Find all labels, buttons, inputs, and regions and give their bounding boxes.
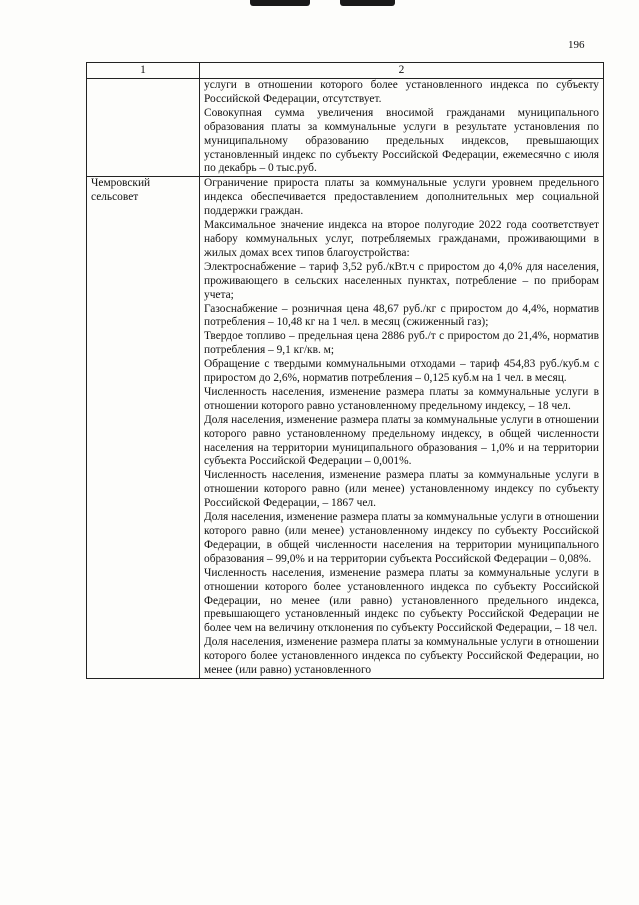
- table-row: [87, 177, 604, 679]
- paragraph: Численность населения, изменение размера платы за коммунальные услуги в отношении которого более установленного индекса по субъекту Российской Федерации, но менее (или равно) установленного предельного индекса, превышающего установленный индекс по субъекту Российской Федерации не более чем на величину отклонения по субъекту Российской Федерации, – 18 чел.: [204, 566, 599, 635]
- paragraph: Ограничение прироста платы за коммунальные услуги уровнем предельного индекса обеспечивается предоставлением дополнительных мер социальной поддержки граждан.: [204, 177, 599, 218]
- column-header-2: 2: [200, 63, 604, 79]
- page-number: 196: [568, 39, 585, 51]
- table-row: [87, 79, 604, 177]
- paragraph: Твердое топливо – предельная цена 2886 руб./т с приростом до 21,4%, норматив потребления – 9,1 кг/кв. м;: [204, 330, 599, 357]
- paragraph: Численность населения, изменение размера платы за коммунальные услуги в отношении которого равно установленному предельному индексу, – 18 чел.: [204, 385, 599, 412]
- paragraph: Численность населения, изменение размера платы за коммунальные услуги в отношении которого равно (или менее) установленному индексу по субъекту Российской Федерации, – 1867 чел.: [204, 469, 599, 510]
- paragraph: Максимальное значение индекса на второе полугодие 2022 года соответствует набору коммунальных услуг, потребляемых гражданами, проживающими в жилых домах всех типов благоустройства:: [204, 219, 599, 259]
- paragraph: Доля населения, изменение размера платы за коммунальные услуги в отношении которого равно установленному предельному индексу, в общей численности населения на территории муниципального образования – 1,0% и на территории субъекта Российской Федерации – 0,001%.: [204, 413, 599, 468]
- description-cell: [200, 79, 604, 177]
- paragraph: Электроснабжение – тариф 3,52 руб./кВт.ч с приростом до 4,0% для населения, проживающего в сельских населенных пунктах, потребление – по приборам учета;: [204, 260, 599, 301]
- document-table: [86, 62, 604, 679]
- table-header-row: [87, 63, 604, 79]
- municipality-cell: [87, 79, 200, 177]
- paragraph: Обращение с твердыми коммунальными отходами – тариф 454,83 руб./куб.м с приростом до 2,6%, норматив потребления – 0,125 куб.м на 1 чел. в месяц.: [204, 358, 599, 385]
- scan-artifact-left: [250, 0, 310, 6]
- description-cell: [200, 177, 604, 679]
- paragraph: Доля населения, изменение размера платы за коммунальные услуги в отношении которого равно (или менее) установленному индексу по субъекту Российской Федерации, в общей численности населения на территории муниципального образования – 99,0% и на территории субъекта Российской Федерации – 0,08%.: [204, 511, 599, 565]
- column-header-1: 1: [87, 63, 200, 79]
- paragraph: Доля населения, изменение размера платы за коммунальные услуги в отношении которого более установленного индекса по субъекту Российской Федерации, но менее (или равно) установленного: [204, 636, 599, 677]
- paragraph: услуги в отношении которого более установленного индекса по субъекту Российской Федерации, отсутствует.: [204, 79, 599, 105]
- paragraph: Газоснабжение – розничная цена 48,67 руб./кг с приростом до 4,4%, норматив потребления – 10,48 кг на 1 чел. в месяц (сжиженный газ);: [204, 302, 599, 329]
- scan-artifact-right: [340, 0, 395, 6]
- paragraph: Совокупная сумма увеличения вносимой гражданами муниципального образования платы за коммунальные услуги в результате установления по муниципальному образованию предельных индексов, превышающих установленный индекс по субъекту Российской Федерации, ежемесячно с июля по декабрь – 0 тыс.руб.: [204, 106, 599, 175]
- municipality-cell: Чемровский сельсовет: [87, 177, 200, 679]
